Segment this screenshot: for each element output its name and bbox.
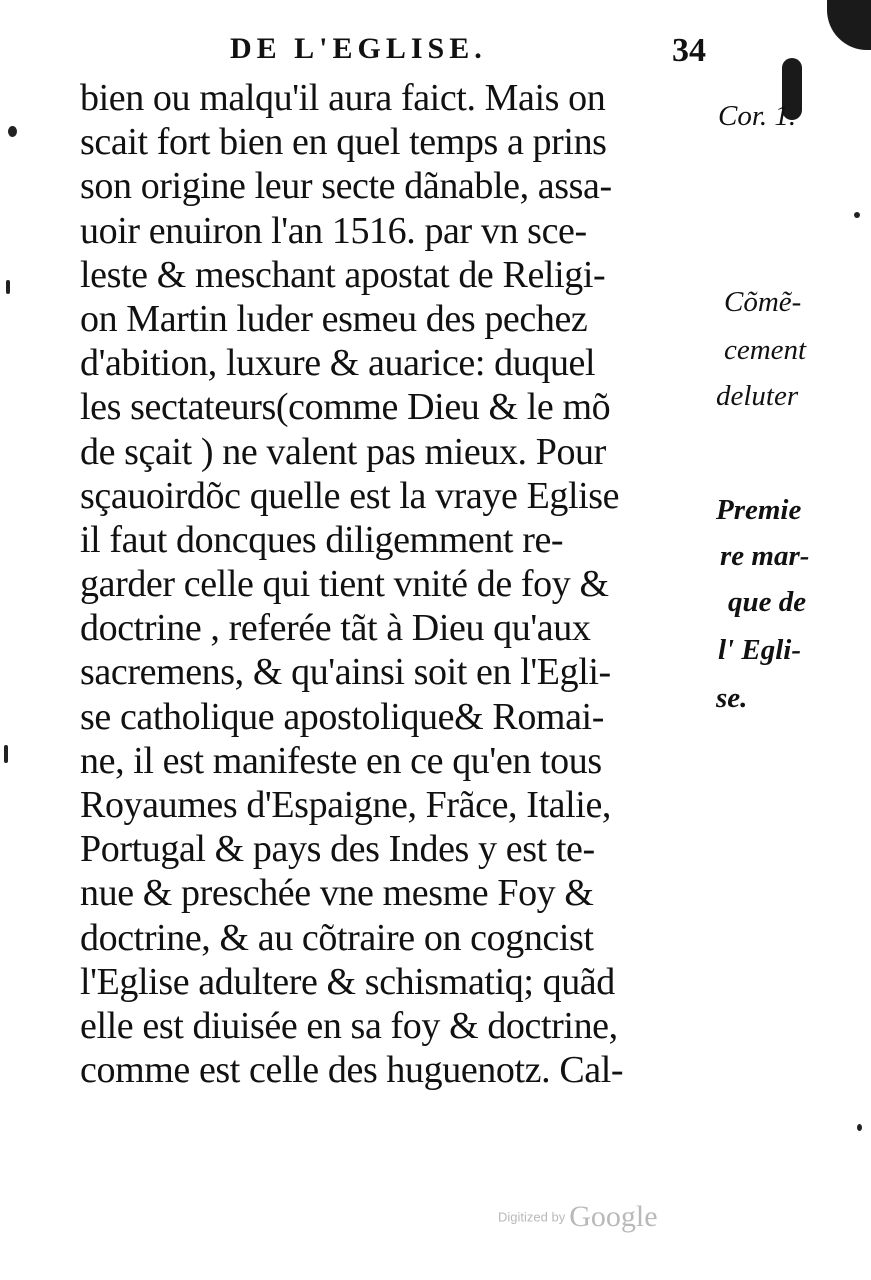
watermark-brand: Google xyxy=(569,1200,658,1233)
text-line: doctrine , referée tãt à Dieu qu'aux xyxy=(80,607,591,650)
text-line: de sçait ) ne valent pas mieux. Pour xyxy=(80,430,606,473)
margin-note-premiere-marque: se. xyxy=(716,682,748,714)
margin-note-commencement: cement xyxy=(724,334,807,366)
text-line: comme est celle des huguenotz. Cal- xyxy=(80,1049,624,1092)
margin-note-cor: Cor. 1. xyxy=(718,100,797,132)
text-line: sçauoirdõc quelle est la vraye Eglise xyxy=(80,474,620,517)
margin-notes xyxy=(714,0,871,1280)
text-line: doctrine, & au cõtraire on cogncist xyxy=(80,916,594,959)
text-line: uoir enuiron l'an 1516. par vn sce- xyxy=(80,209,587,252)
text-line: on Martin luder esmeu des pechez xyxy=(80,297,588,340)
text-line: Portugal & pays des Indes y est te- xyxy=(80,828,595,871)
text-line: d'abition, luxure & auarice: duquel xyxy=(80,342,596,385)
text-line: les sectateurs(comme Dieu & le mõ xyxy=(80,386,611,429)
text-line: l'Eglise adultere & schismatiq; quãd xyxy=(80,960,615,1003)
text-line: sacremens, & qu'ainsi soit en l'Egli- xyxy=(80,651,611,694)
watermark-prefix: Digitized by xyxy=(498,1209,566,1225)
text-line: leste & meschant apostat de Religi- xyxy=(80,253,606,296)
text-line: garder celle qui tient vnité de foy & xyxy=(80,563,609,606)
margin-note-premiere-marque: Premie xyxy=(716,494,802,526)
scan-speck xyxy=(8,126,17,137)
text-line: se catholique apostolique& Romai- xyxy=(80,695,604,738)
digitization-watermark xyxy=(498,1200,698,1244)
margin-note-premiere-marque: re mar- xyxy=(720,540,810,572)
running-header xyxy=(230,30,710,70)
page-number: 34 xyxy=(672,32,706,69)
text-line: ne, il est manifeste en ce qu'en tous xyxy=(80,739,602,782)
margin-note-premiere-marque: l' Egli- xyxy=(718,634,801,666)
text-line: elle est diuisée en sa foy & doctrine, xyxy=(80,1004,618,1047)
body-text xyxy=(80,76,720,1092)
margin-note-commencement: deluter xyxy=(716,380,799,412)
text-line: nue & preschée vne mesme Foy & xyxy=(80,872,594,915)
text-line: Royaumes d'Espaigne, Frãce, Italie, xyxy=(80,784,612,826)
text-line: son origine leur secte dãnable, assa- xyxy=(80,165,612,208)
margin-note-premiere-marque: que de xyxy=(728,586,807,618)
scan-speck xyxy=(6,280,10,294)
text-line: il faut doncques diligemment re- xyxy=(80,518,564,561)
margin-note-commencement: Cõmẽ- xyxy=(724,286,802,318)
scan-speck xyxy=(4,745,8,763)
header-title: DE L'EGLISE. xyxy=(230,32,487,65)
text-line: scait fort bien en quel temps a prins xyxy=(80,121,607,164)
text-line: bien ou malqu'il aura faict. Mais on xyxy=(80,77,606,119)
